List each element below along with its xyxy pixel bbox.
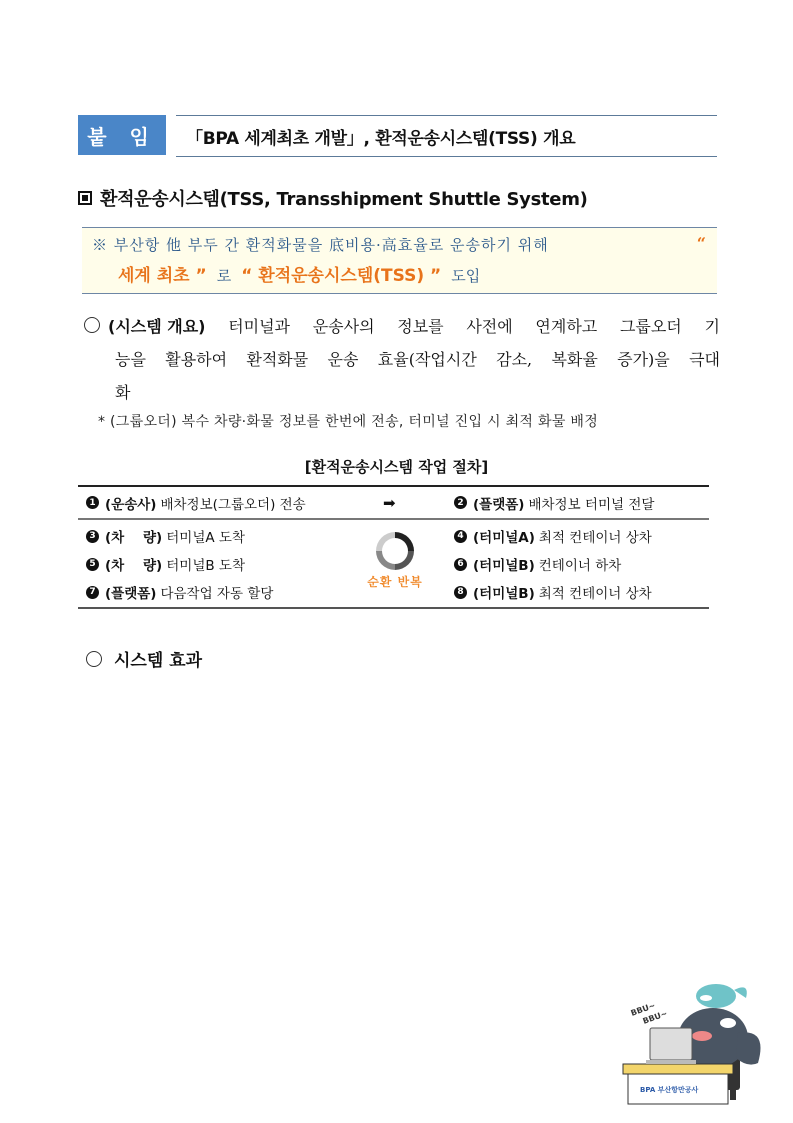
- attachment-title: 「BPA 세계최초 개발」, 환적운송시스템(TSS) 개요: [186, 128, 576, 149]
- step-role: (터미널B): [473, 558, 535, 574]
- step-role: (플랫폼): [473, 496, 525, 513]
- hollow-circle-bullet-icon: [86, 651, 102, 667]
- quote-open: “: [696, 234, 707, 253]
- number-3-icon: 3: [86, 530, 99, 543]
- step-role: (플랫폼): [105, 586, 157, 602]
- cycle-ring-icon: [376, 532, 414, 570]
- step-4: [454, 526, 652, 546]
- overview-word: 그룹오더: [619, 317, 682, 336]
- step-role: (터미널B): [473, 586, 535, 602]
- step-text: 다음작업 자동 할당: [160, 586, 274, 602]
- overview-word: 운송사의: [312, 317, 375, 336]
- step-text: 배차정보 터미널 전달: [528, 496, 655, 513]
- cycle-graphic: [360, 532, 430, 590]
- hollow-circle-bullet-icon: [84, 317, 100, 333]
- number-5-icon: 5: [86, 558, 99, 571]
- step-3: [86, 526, 245, 546]
- step-1: [86, 493, 306, 513]
- overview-label: (시스템 개요): [108, 317, 206, 336]
- number-8-icon: 8: [454, 586, 467, 599]
- introduce-text: 도입: [451, 267, 481, 285]
- step-text: 최적 컨테이너 상차: [538, 530, 652, 546]
- section-heading: [78, 185, 588, 211]
- procedure-table: [78, 485, 709, 609]
- overview-line-3: 화: [115, 383, 131, 402]
- step-role: (차 량): [105, 558, 163, 574]
- effects-heading: [86, 646, 202, 671]
- group-order-footnote: * (그룹오더) 복수 차량·화물 정보를 한번에 전송, 터미널 진입 시 최적 화물 배정: [98, 414, 599, 430]
- number-4-icon: 4: [454, 530, 467, 543]
- overview-paragraph: [84, 310, 720, 409]
- procedure-cycle-body: [78, 520, 709, 609]
- orca-mascot-icon: [618, 968, 788, 1108]
- step-text: 터미널A 도착: [166, 530, 245, 546]
- tss-name-text: “ 환적운송시스템(TSS) ”: [241, 266, 442, 286]
- filled-square-icon: [78, 191, 92, 205]
- number-7-icon: 7: [86, 586, 99, 599]
- step-6: [454, 554, 621, 574]
- svg-text:BBU~: BBU~: [629, 1000, 657, 1018]
- overview-lead: [84, 310, 205, 343]
- procedure-row-1: [78, 485, 709, 520]
- step-text: 터미널B 도착: [166, 558, 245, 574]
- step-2: [454, 493, 654, 513]
- number-1-icon: 1: [86, 496, 99, 509]
- overview-word: 터미널과: [228, 317, 291, 336]
- step-text: 배차정보(그룹오더) 전송: [160, 496, 306, 513]
- step-text: 최적 컨테이너 상차: [538, 586, 652, 602]
- procedure-title: [환적운송시스템 작업 절차]: [304, 458, 489, 476]
- overview-line-1: [84, 310, 720, 343]
- note-line-1-text: ※ 부산항 他 부두 간 환적화물을 底비용·高효율로 운송하기 위해: [92, 236, 549, 254]
- overview-word: 사전에: [466, 317, 513, 336]
- attachment-tag: 붙 임: [78, 115, 166, 155]
- particle-text: 로: [216, 267, 232, 285]
- number-2-icon: 2: [454, 496, 467, 509]
- attachment-title-bar: [176, 115, 717, 157]
- number-6-icon: 6: [454, 558, 467, 571]
- overview-word: 기: [704, 317, 720, 336]
- step-8: [454, 582, 652, 602]
- right-arrow-icon: ➡: [383, 493, 396, 512]
- step-text: 컨테이너 하차: [538, 558, 622, 574]
- overview-word: 연계하고: [535, 317, 598, 336]
- svg-text:BBU~: BBU~: [641, 1008, 669, 1026]
- svg-text:BPA 부산항만공사: BPA 부산항만공사: [640, 1086, 699, 1094]
- step-5: [86, 554, 245, 574]
- note-line-2: [92, 261, 707, 286]
- overview-word: 정보를: [397, 317, 444, 336]
- cycle-label: 순환 반복: [367, 575, 423, 589]
- step-role: (운송사): [105, 496, 157, 513]
- highlight-note-box: [82, 227, 717, 294]
- step-role: (터미널A): [473, 530, 535, 546]
- effects-heading-text: 시스템 효과: [114, 651, 203, 671]
- step-7: [86, 582, 273, 602]
- section-heading-text: 환적운송시스템(TSS, Transshipment Shuttle System): [100, 189, 588, 210]
- step-role: (차 량): [105, 530, 163, 546]
- overview-line-2: 능을 활용하여 환적화물 운송 효율(작업시간 감소, 복화율 증가)을 극대: [115, 350, 720, 369]
- world-first-text: 세계 최초 ”: [118, 266, 207, 286]
- mascot-illustration: [618, 968, 788, 1108]
- note-line-1: [92, 234, 707, 255]
